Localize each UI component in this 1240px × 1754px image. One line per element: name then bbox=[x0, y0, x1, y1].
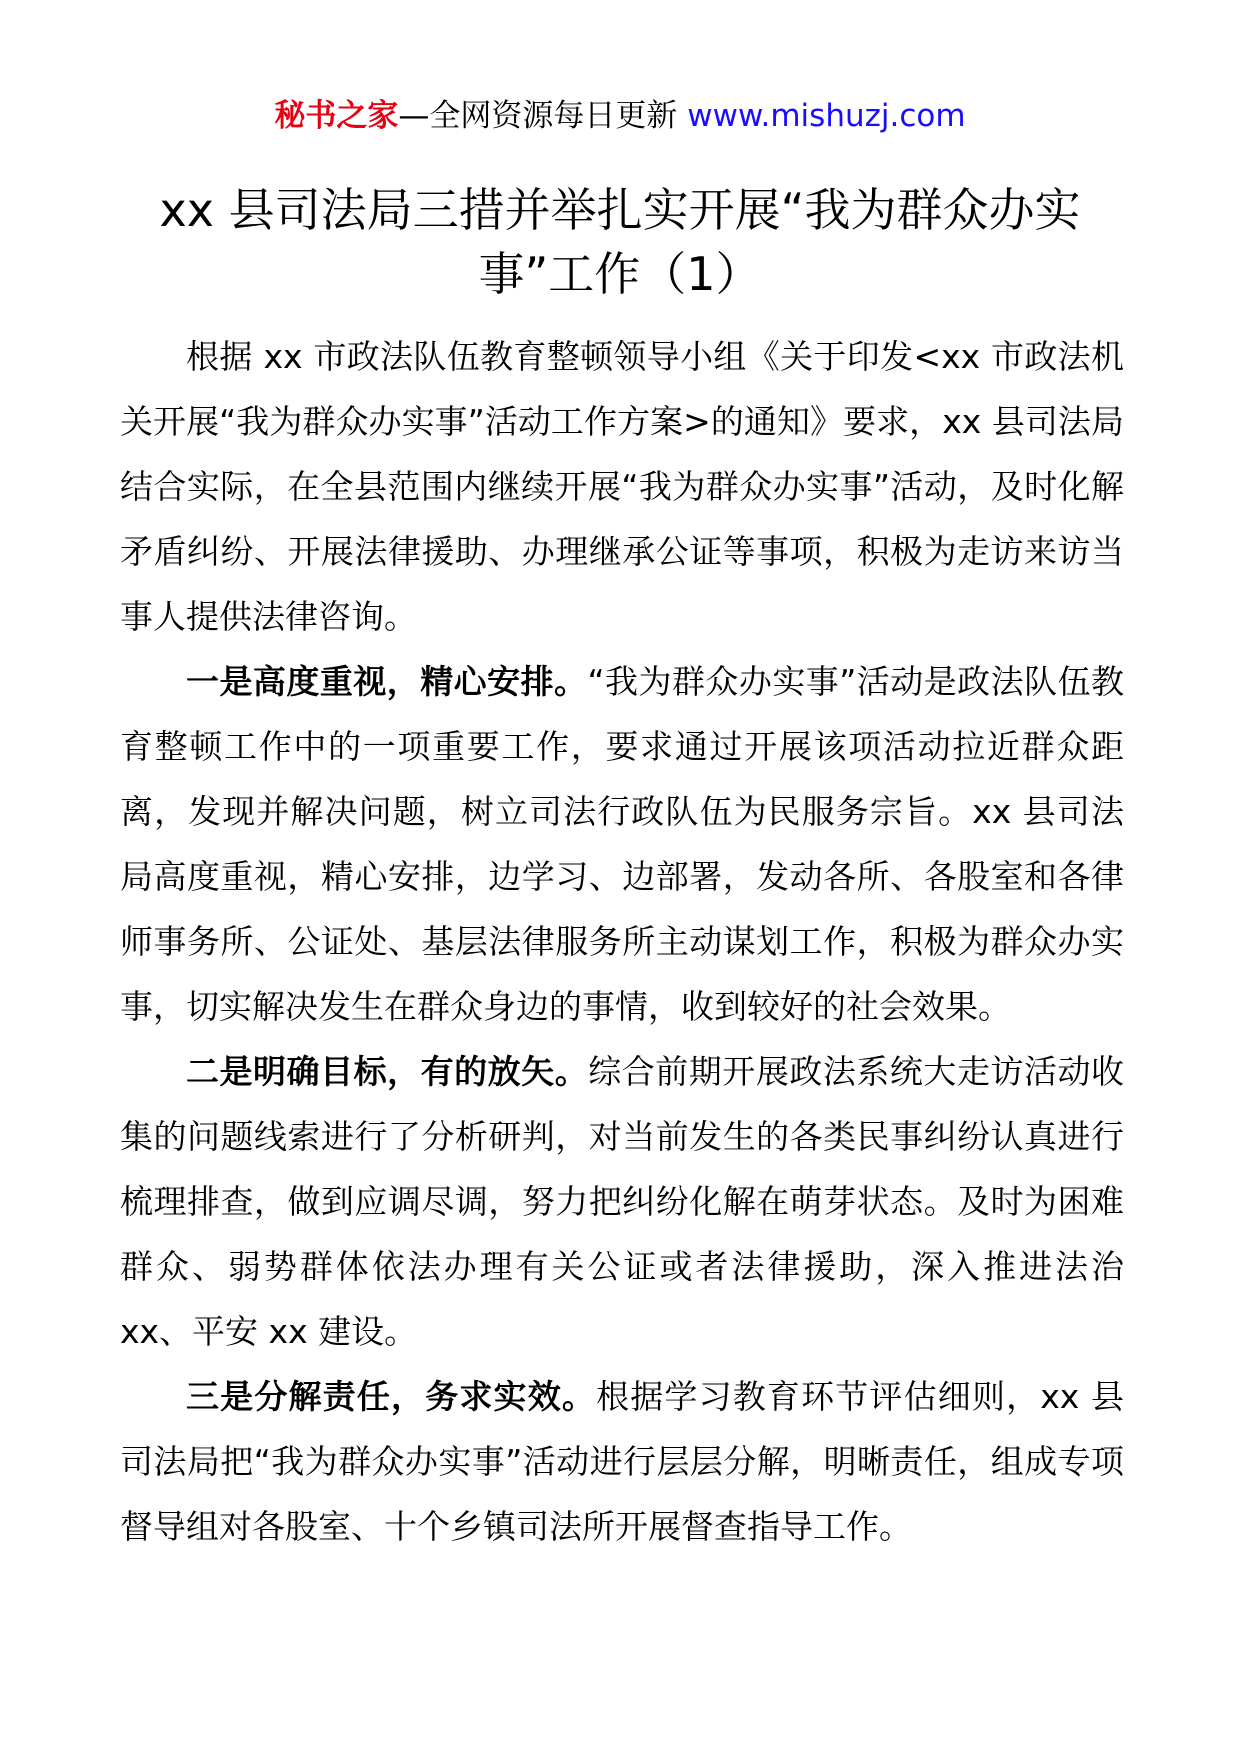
site-header bbox=[0, 96, 1240, 136]
paragraph-point-3 bbox=[120, 1364, 1124, 1559]
site-tagline: —全网资源每日更新 bbox=[398, 98, 678, 134]
paragraph-point-1 bbox=[120, 649, 1124, 1039]
document-body bbox=[120, 324, 1124, 1559]
paragraph-lead: 二是明确目标，有的放矢。 bbox=[186, 1052, 589, 1091]
document-title: xx 县司法局三措并举扎实开展“我为群众办实事”工作（1） bbox=[159, 183, 1081, 301]
paragraph-lead: 三是分解责任，务求实效。 bbox=[186, 1377, 597, 1416]
paragraph-text: 综合前期开展政法系统大走访活动收集的问题线索进行了分析研判，对当前发生的各类民事纠纷认真进行梳理排查，做到应调尽调，努力把纠纷化解在萌芽状态。及时为困难群众、弱势群体依法办理有关公证或者法律援助，深入推进法治 xx、平安 xx 建设。 bbox=[120, 1052, 1125, 1351]
site-brand: 秘书之家 bbox=[274, 98, 399, 134]
paragraph-intro bbox=[120, 324, 1124, 649]
paragraph-text: 根据 xx 市政法队伍教育整顿领导小组《关于印发<xx 市政法机关开展“我为群众办实事”活动工作方案>的通知》要求，xx 县司法局结合实际，在全县范围内继续开展“我为群众办实事”活动，及时化解矛盾纠纷、开展法律援助、办理继承公证等事项，积极为走访来访当事人提供法律咨询。 bbox=[120, 337, 1124, 636]
site-url-link[interactable]: www.mishuzj.com bbox=[687, 98, 966, 134]
paragraph-point-2 bbox=[120, 1039, 1124, 1364]
paragraph-lead: 一是高度重视，精心安排。 bbox=[186, 662, 588, 701]
paragraph-text: 根据学习教育环节评估细则，xx 县司法局把“我为群众办实事”活动进行层层分解，明晰责任，组成专项督导组对各股室、十个乡镇司法所开展督查指导工作。 bbox=[120, 1377, 1125, 1546]
paragraph-text: “我为群众办实事”活动是政法队伍教育整顿工作中的一项重要工作，要求通过开展该项活动拉近群众距离，发现并解决问题，树立司法行政队伍为民服务宗旨。xx 县司法局高度重视，精心安排，边学习、边部署，发动各所、各股室和各律师事务所、公证处、基层法律服务所主动谋划工作，积极为群众办实事，切实解决发生在群众身边的事情，收到较好的社会效果。 bbox=[120, 662, 1124, 1026]
